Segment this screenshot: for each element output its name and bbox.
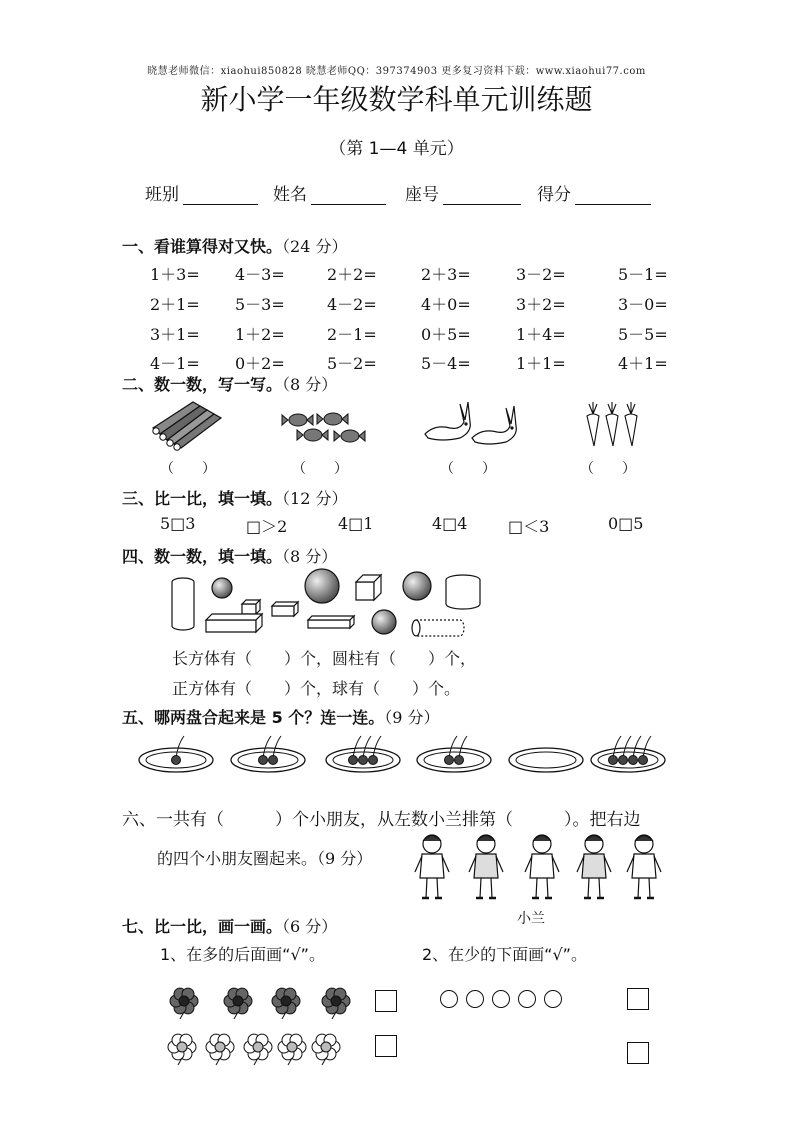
child [577, 835, 611, 898]
carrots-picture [583, 402, 645, 448]
cherry [455, 756, 464, 765]
circle-shape [466, 990, 484, 1008]
field-score: 得分 [537, 180, 651, 205]
count-blank-pencils[interactable]: （ ） [160, 461, 216, 477]
compare-item[interactable]: 4□4 [432, 514, 468, 533]
equation[interactable]: 1＋1= [516, 354, 566, 373]
section-1-title: 一、看谁算得对又快。（24 分） [122, 237, 348, 256]
children-picture [414, 832, 674, 904]
equation[interactable]: 1＋4= [516, 325, 566, 344]
score-blank[interactable] [575, 186, 651, 205]
plate [509, 748, 583, 772]
circle-shape [492, 990, 510, 1008]
field-name: 姓名 [273, 180, 386, 205]
dark-flowers [160, 986, 360, 1020]
equation[interactable]: 2＋2= [327, 265, 377, 284]
equation[interactable]: 0＋5= [421, 325, 471, 344]
plate [139, 736, 213, 772]
answer-box-3[interactable] [627, 988, 649, 1010]
xiaolan-label: 小兰 [517, 911, 545, 927]
section-4-title: 四、数一数，填一填。（8 分） [122, 547, 338, 566]
dark-flower [322, 988, 350, 1019]
equation[interactable]: 1＋3= [150, 265, 200, 284]
candies-picture [278, 410, 373, 448]
section-3-title: 三、比一比，填一填。（12 分） [122, 489, 348, 508]
light-flower [278, 1034, 306, 1065]
question-7-2: 2、在少的下面画“√”。 [422, 945, 587, 964]
equation[interactable]: 4－3= [235, 265, 285, 284]
name-blank[interactable] [311, 186, 386, 205]
plate [591, 736, 665, 772]
equation[interactable]: 5－1= [618, 265, 668, 284]
dark-flower [224, 988, 252, 1019]
cherry [172, 756, 181, 765]
pencils-picture [148, 398, 228, 446]
cherry [359, 756, 368, 765]
cherry [639, 756, 648, 765]
equation[interactable]: 3＋1= [150, 325, 200, 344]
answer-box-2[interactable] [375, 1035, 397, 1057]
compare-item[interactable]: 5□3 [160, 514, 196, 533]
child [525, 835, 559, 898]
count-blank-candies[interactable]: （ ） [292, 461, 348, 477]
circles-row [440, 990, 570, 1012]
equation[interactable]: 5－3= [235, 295, 285, 314]
section-6-line-1: 六、一共有（ ）个小朋友，从左数小兰排第（ ）。把右边 [122, 810, 641, 830]
child [627, 835, 661, 898]
cherry [369, 756, 378, 765]
answer-box-4[interactable] [627, 1042, 649, 1064]
compare-item[interactable]: 4□1 [338, 514, 374, 533]
equation[interactable]: 4＋0= [421, 295, 471, 314]
cherry [629, 756, 638, 765]
plate [326, 736, 400, 772]
question-7-1: 1、在多的后面画“√”。 [160, 945, 325, 964]
section-2-title: 二、数一数，写一写。（8 分） [122, 375, 338, 394]
cherry [445, 756, 454, 765]
plate [231, 736, 305, 772]
compare-item[interactable]: 0□5 [608, 514, 644, 533]
child [469, 835, 503, 898]
solids-picture [160, 568, 500, 640]
equation[interactable]: 4－2= [327, 295, 377, 314]
section-5-title: 五、哪两盘合起来是 5 个？连一连。（9 分） [122, 708, 440, 727]
cherry [259, 756, 268, 765]
light-flower [244, 1034, 272, 1065]
seat-blank[interactable] [443, 186, 521, 205]
light-flower [206, 1034, 234, 1065]
cherry [619, 756, 628, 765]
rabbits-picture [420, 396, 520, 446]
equation[interactable]: 5－2= [327, 354, 377, 373]
header-line: 晓慧老师微信：xiaohui850828 晓慧老师QQ：397374903 更多复习资料下载：www.xiaohui77.com [147, 66, 646, 77]
class-blank[interactable] [183, 186, 258, 205]
field-seat: 座号 [405, 180, 521, 205]
count-blank-carrots[interactable]: （ ） [580, 461, 636, 477]
circle-shape [518, 990, 536, 1008]
cherry [349, 756, 358, 765]
light-flower [168, 1034, 196, 1065]
equation[interactable]: 2＋3= [421, 265, 471, 284]
plate [417, 736, 491, 772]
equation[interactable]: 5－4= [421, 354, 471, 373]
cherry [609, 756, 618, 765]
section-6-line-2: 的四个小朋友圈起来。（9 分） [157, 849, 373, 868]
field-class: 班别 [145, 180, 258, 205]
section-7-title: 七、比一比，画一画。（6 分） [122, 917, 338, 936]
equation[interactable]: 1＋2= [235, 325, 285, 344]
solids-line-1: 长方体有（ ）个，圆柱有（ ）个， [172, 649, 477, 668]
cherry-plates [136, 730, 676, 780]
equation[interactable]: 5－5= [618, 325, 668, 344]
light-flowers [164, 1032, 354, 1066]
equation[interactable]: 2－1= [327, 325, 377, 344]
equation[interactable]: 3－2= [516, 265, 566, 284]
equation[interactable]: 2＋1= [150, 295, 200, 314]
child [415, 835, 449, 898]
equation[interactable]: 4＋1= [618, 354, 668, 373]
circle-shape [440, 990, 458, 1008]
count-blank-rabbits[interactable]: （ ） [440, 461, 496, 477]
answer-box-1[interactable] [375, 990, 397, 1012]
circle-shape [544, 990, 562, 1008]
equation[interactable]: 0＋2= [235, 354, 285, 373]
page-subtitle: （第 1—4 单元） [329, 139, 464, 159]
dark-flower [170, 988, 198, 1019]
compare-item[interactable]: □＜3 [508, 517, 550, 536]
equation[interactable]: 4－1= [150, 354, 200, 373]
page-title: 新小学一年级数学科单元训练题 [200, 83, 593, 116]
dark-flower [272, 988, 300, 1019]
solids-line-2: 正方体有（ ）个，球有（ ）个。 [172, 679, 461, 698]
cherry [269, 756, 278, 765]
equation[interactable]: 3－0= [618, 295, 668, 314]
light-flower [312, 1034, 340, 1065]
equation[interactable]: 3＋2= [516, 295, 566, 314]
compare-item[interactable]: □＞2 [246, 517, 288, 536]
